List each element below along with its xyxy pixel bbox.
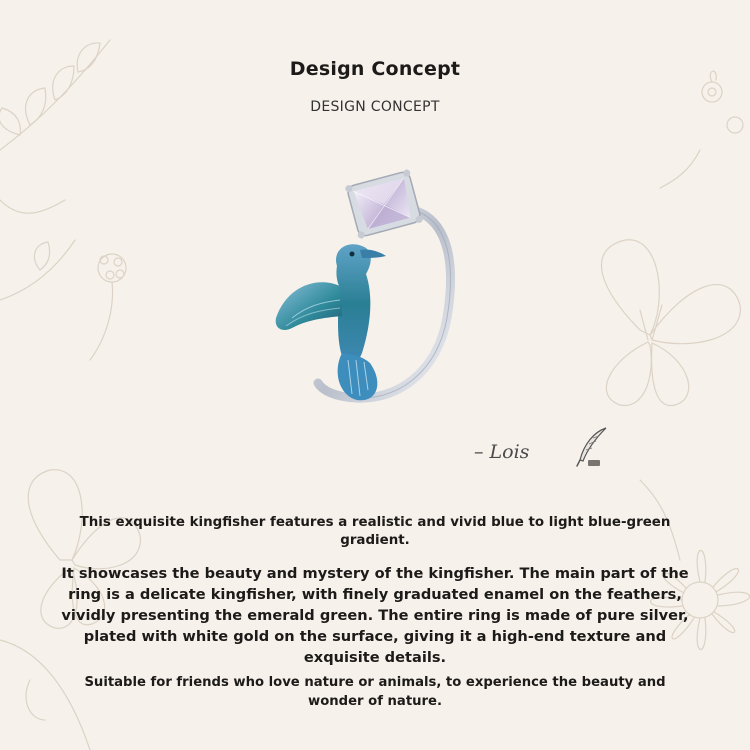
signature-text: – Lois [474,441,530,463]
description-paragraph-1: This exquisite kingfisher features a realistic and vivid blue to light blue-green gradient. [79,515,671,548]
quill-pen-icon [572,426,612,468]
page-title: Design Concept [289,58,461,80]
description-paragraph-2: It showcases the beauty and mystery of the kingfisher. The main part of the ring is a delicate kingfisher, with finely graduated enamel on the feathers, vividly presenting the emerald green. The entire ring is made of pure silver, plated with white gold on the surface, giving it a high-end texture and exquisite details. [61,565,689,666]
signature-name: Lois [489,441,530,463]
kingfisher-ring-image [262,168,492,433]
page-subtitle: DESIGN CONCEPT [310,99,440,115]
description-paragraph-3: Suitable for friends who love nature or animals, to experience the beauty and wonder of nature. [84,675,666,709]
